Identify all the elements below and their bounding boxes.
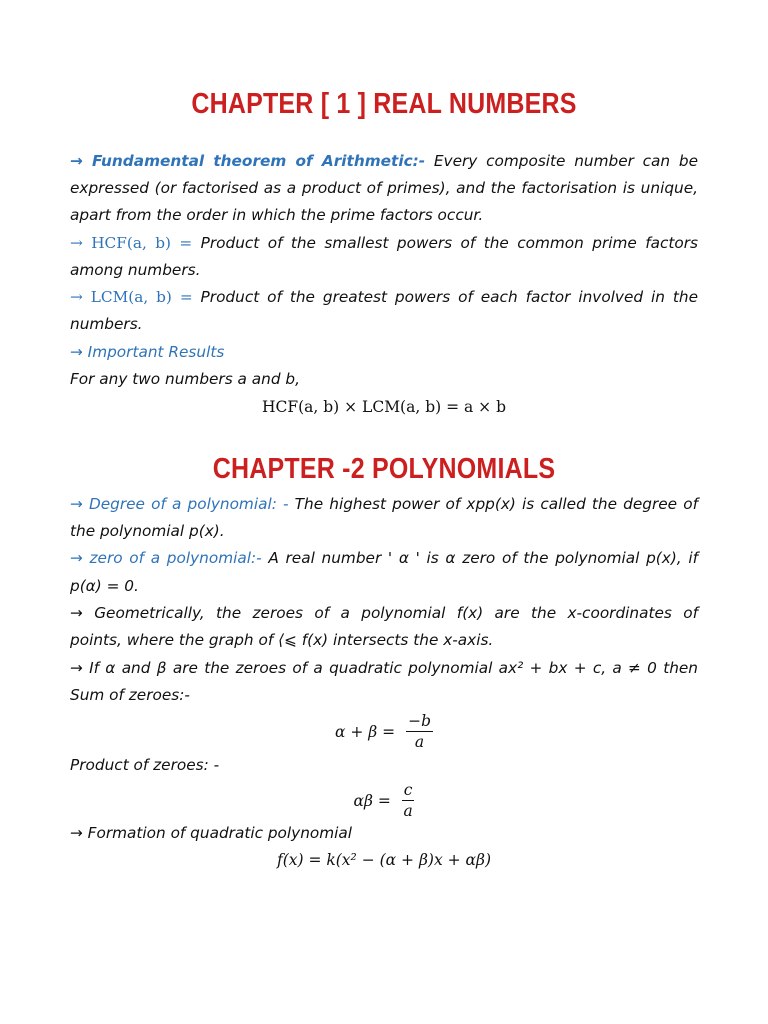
zero-line-1 xyxy=(70,548,698,568)
sum-of-zeroes-label: Sum of zeroes:- xyxy=(70,686,190,704)
fta-line-2: expressed (or factorised as a product of primes), and the factorisation is unique, xyxy=(70,179,698,197)
formation-formula: f(x) = k(x² − (α + β)x + αβ) xyxy=(276,851,492,869)
chapter-1-title: CHAPTER [ 1 ] REAL NUMBERS xyxy=(191,87,577,121)
hcf-text-1: Product of the smallest powers of the common prime factors xyxy=(192,234,698,252)
prod-denominator: a xyxy=(403,802,413,820)
fta-line-1 xyxy=(70,151,698,171)
sum-of-zeroes-formula xyxy=(0,712,768,751)
fta-label: → Fundamental theorem of Arithmetic:- xyxy=(70,152,426,170)
hcf-line-2: among numbers. xyxy=(70,261,201,279)
zero-label: → zero of a polynomial:- xyxy=(70,549,262,567)
hcf-label: → HCF(a, b) = xyxy=(70,234,193,252)
sum-lhs: α + β = xyxy=(334,722,396,741)
fta-line-3: apart from the order in which the prime factors occur. xyxy=(70,206,484,224)
zero-line-2: p(α) = 0. xyxy=(70,577,139,595)
prod-lhs: αβ = xyxy=(353,791,391,810)
geo-line-1: → Geometrically, the zeroes of a polynomial f(x) are the x-coordinates of xyxy=(70,604,698,622)
hcf-lcm-formula: HCF(a, b) × LCM(a, b) = a × b xyxy=(261,398,507,416)
degree-line-2: the polynomial p(x). xyxy=(70,522,225,540)
lcm-text-1: Product of the greatest powers of each factor involved in the xyxy=(192,288,698,306)
quadratic-line: → If α and β are the zeroes of a quadratic polynomial ax² + bx + c, a ≠ 0 then xyxy=(70,659,698,677)
product-of-zeroes-formula xyxy=(0,781,768,820)
hcf-line-1 xyxy=(70,233,698,253)
lcm-line-1 xyxy=(70,287,698,307)
degree-line-1 xyxy=(70,494,698,514)
sum-numerator: −b xyxy=(408,712,432,730)
product-of-zeroes-label: Product of zeroes: - xyxy=(70,756,220,774)
zero-text-1: A real number ' α ' is α zero of the polynomial p(x), if xyxy=(261,549,698,567)
sum-denominator: a xyxy=(414,733,425,751)
lcm-label: → LCM(a, b) = xyxy=(70,288,193,306)
prod-fraction xyxy=(402,781,415,820)
formation-label: → Formation of quadratic polynomial xyxy=(70,824,353,842)
prod-numerator: c xyxy=(403,781,413,799)
important-results-heading: → Important Results xyxy=(70,343,225,361)
chapter-2-title: CHAPTER -2 POLYNOMIALS xyxy=(212,452,556,486)
sum-fraction xyxy=(406,712,433,751)
geo-line-2: points, where the graph of ⟨⩽ f(x) intersects the x-axis. xyxy=(70,631,494,649)
fta-text-1: Every composite number can be xyxy=(425,152,698,170)
lcm-line-2: numbers. xyxy=(70,315,143,333)
degree-text-1: The highest power of xpp(x) is called the degree of xyxy=(288,495,698,513)
degree-label: → Degree of a polynomial: - xyxy=(70,495,289,513)
two-numbers-line: For any two numbers a and b, xyxy=(70,370,301,388)
